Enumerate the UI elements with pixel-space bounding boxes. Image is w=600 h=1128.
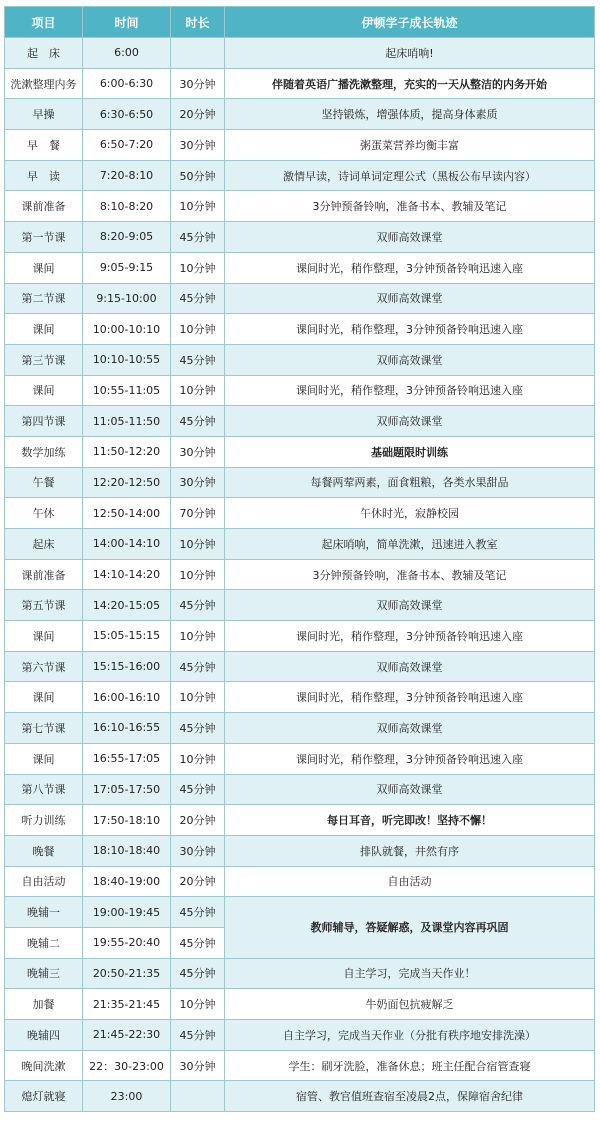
cell-time: 10:10-10:55: [83, 344, 171, 375]
cell-content: 双师高效课堂: [225, 713, 595, 744]
cell-content: 自主学习，完成当天作业！: [225, 958, 595, 989]
header-item: 项目: [5, 7, 83, 38]
cell-content: 课间时光，稍作整理，3分钟预备铃响迅速入座: [225, 743, 595, 774]
cell-item: 第二节课: [5, 283, 83, 314]
cell-item: 数学加练: [5, 436, 83, 467]
cell-item: 课间: [5, 314, 83, 345]
header-content: 伊顿学子成长轨迹: [225, 7, 595, 38]
table-row: [5, 498, 595, 529]
table-row: [5, 38, 595, 69]
cell-item: 早操: [5, 99, 83, 130]
cell-item: 课间: [5, 252, 83, 283]
cell-duration: 45分钟: [171, 590, 225, 621]
cell-duration: 30分钟: [171, 835, 225, 866]
cell-time: 17:05-17:50: [83, 774, 171, 805]
cell-duration: 70分钟: [171, 498, 225, 529]
cell-time: 10:55-11:05: [83, 375, 171, 406]
cell-duration: 45分钟: [171, 927, 225, 958]
cell-time: 7:20-8:10: [83, 160, 171, 191]
cell-item: 早 读: [5, 160, 83, 191]
cell-item: 第七节课: [5, 713, 83, 744]
cell-duration: 30分钟: [171, 68, 225, 99]
cell-time: 6:50-7:20: [83, 130, 171, 161]
cell-duration: 10分钟: [171, 529, 225, 560]
cell-content: 每日耳音，听完即改！坚持不懈！: [225, 805, 595, 836]
cell-content: 坚持锻炼，增强体质，提高身体素质: [225, 99, 595, 130]
cell-item: 晚辅一: [5, 897, 83, 928]
cell-time: 14:00-14:10: [83, 529, 171, 560]
cell-duration: 30分钟: [171, 1050, 225, 1081]
cell-time: 11:05-11:50: [83, 406, 171, 437]
table-row: [5, 559, 595, 590]
cell-content: 3分钟预备铃响，准备书本、教辅及笔记: [225, 559, 595, 590]
table-row: [5, 713, 595, 744]
table-row: [5, 682, 595, 713]
table-row: [5, 467, 595, 498]
table-row: [5, 897, 595, 928]
cell-time: 6:00: [83, 38, 171, 69]
cell-item: 起床: [5, 529, 83, 560]
cell-item: 熄灯就寝: [5, 1081, 83, 1112]
table-row: [5, 989, 595, 1020]
cell-content: 课间时光，稍作整理，3分钟预备铃响迅速入座: [225, 621, 595, 652]
cell-content: 宿管、教官值班查宿至凌晨2点，保障宿舍纪律: [225, 1081, 595, 1112]
table-row: [5, 1050, 595, 1081]
table-row: [5, 743, 595, 774]
table-row: [5, 314, 595, 345]
cell-content: 自主学习，完成当天作业（分批有秩序地安排洗澡）: [225, 1020, 595, 1051]
cell-content: 双师高效课堂: [225, 283, 595, 314]
cell-time: 21:45-22:30: [83, 1020, 171, 1051]
cell-content: 伴随着英语广播洗漱整理，充实的一天从整洁的内务开始: [225, 68, 595, 99]
cell-duration: 45分钟: [171, 958, 225, 989]
cell-time: 14:10-14:20: [83, 559, 171, 590]
cell-duration: 10分钟: [171, 743, 225, 774]
cell-item: 课间: [5, 743, 83, 774]
cell-content: 每餐两荤两素，面食粗粮，各类水果甜品: [225, 467, 595, 498]
cell-item: 课间: [5, 375, 83, 406]
table-row: [5, 621, 595, 652]
cell-item: 晚辅三: [5, 958, 83, 989]
cell-duration: 45分钟: [171, 222, 225, 253]
cell-time: 22：30-23:00: [83, 1050, 171, 1081]
table-row: [5, 344, 595, 375]
cell-content: 教师辅导，答疑解惑，及课堂内容再巩固: [225, 897, 595, 958]
cell-duration: 10分钟: [171, 559, 225, 590]
cell-item: 第八节课: [5, 774, 83, 805]
cell-content: 基础题限时训练: [225, 436, 595, 467]
cell-time: 14:20-15:05: [83, 590, 171, 621]
cell-item: 午休: [5, 498, 83, 529]
cell-time: 8:20-9:05: [83, 222, 171, 253]
cell-item: 课前准备: [5, 559, 83, 590]
cell-time: 6:00-6:30: [83, 68, 171, 99]
cell-time: 16:10-16:55: [83, 713, 171, 744]
cell-content: 牛奶面包抗疲解乏: [225, 989, 595, 1020]
cell-time: 6:30-6:50: [83, 99, 171, 130]
table-row: [5, 375, 595, 406]
cell-content: 3分钟预备铃响，准备书本、教辅及笔记: [225, 191, 595, 222]
cell-duration: 10分钟: [171, 252, 225, 283]
cell-time: 9:05-9:15: [83, 252, 171, 283]
cell-duration: 45分钟: [171, 283, 225, 314]
cell-content: 午休时光，寂静校园: [225, 498, 595, 529]
cell-content: 双师高效课堂: [225, 344, 595, 375]
cell-time: 20:50-21:35: [83, 958, 171, 989]
cell-time: 15:15-16:00: [83, 651, 171, 682]
cell-item: 起 床: [5, 38, 83, 69]
table-row: [5, 529, 595, 560]
cell-content: 双师高效课堂: [225, 774, 595, 805]
schedule-table: [4, 6, 595, 1112]
table-row: [5, 774, 595, 805]
table-row: [5, 283, 595, 314]
cell-content: 课间时光，稍作整理，3分钟预备铃响迅速入座: [225, 252, 595, 283]
table-row: [5, 130, 595, 161]
cell-duration: 30分钟: [171, 436, 225, 467]
table-row: [5, 1081, 595, 1112]
cell-item: 第四节课: [5, 406, 83, 437]
cell-content: 排队就餐，井然有序: [225, 835, 595, 866]
header-time: 时间: [83, 7, 171, 38]
cell-content: 自由活动: [225, 866, 595, 897]
cell-item: 午餐: [5, 467, 83, 498]
table-row: [5, 1020, 595, 1051]
cell-content: 激情早读，诗词单词定理公式（黑板公布早读内容）: [225, 160, 595, 191]
cell-duration: 30分钟: [171, 467, 225, 498]
cell-item: 晚餐: [5, 835, 83, 866]
cell-duration: 45分钟: [171, 713, 225, 744]
cell-duration: 45分钟: [171, 897, 225, 928]
cell-content: 双师高效课堂: [225, 222, 595, 253]
cell-item: 自由活动: [5, 866, 83, 897]
cell-item: 第五节课: [5, 590, 83, 621]
cell-time: 10:00-10:10: [83, 314, 171, 345]
table-row: [5, 191, 595, 222]
cell-duration: 45分钟: [171, 406, 225, 437]
table-row: [5, 805, 595, 836]
cell-duration: 45分钟: [171, 651, 225, 682]
table-header-row: [5, 7, 595, 38]
cell-content: 粥蛋菜营养均衡丰富: [225, 130, 595, 161]
cell-duration: 20分钟: [171, 99, 225, 130]
cell-time: 16:00-16:10: [83, 682, 171, 713]
cell-time: 12:20-12:50: [83, 467, 171, 498]
cell-item: 洗漱整理内务: [5, 68, 83, 99]
cell-duration: 45分钟: [171, 344, 225, 375]
cell-time: 21:35-21:45: [83, 989, 171, 1020]
cell-duration: [171, 38, 225, 69]
cell-duration: 45分钟: [171, 774, 225, 805]
cell-content: 双师高效课堂: [225, 651, 595, 682]
table-row: [5, 866, 595, 897]
cell-time: 18:10-18:40: [83, 835, 171, 866]
cell-content: 课间时光，稍作整理，3分钟预备铃响迅速入座: [225, 375, 595, 406]
cell-content: 课间时光，稍作整理，3分钟预备铃响迅速入座: [225, 314, 595, 345]
table-row: [5, 99, 595, 130]
cell-content: 学生：刷牙洗脸，准备休息；班主任配合宿管查寝: [225, 1050, 595, 1081]
cell-content: 起床哨响，简单洗漱，迅速进入教室: [225, 529, 595, 560]
cell-item: 课间: [5, 682, 83, 713]
cell-time: 19:55-20:40: [83, 927, 171, 958]
cell-content: 双师高效课堂: [225, 590, 595, 621]
table-row: [5, 68, 595, 99]
cell-time: 18:40-19:00: [83, 866, 171, 897]
cell-duration: 10分钟: [171, 682, 225, 713]
cell-time: 16:55-17:05: [83, 743, 171, 774]
table-row: [5, 222, 595, 253]
cell-content: 课间时光，稍作整理，3分钟预备铃响迅速入座: [225, 682, 595, 713]
cell-time: 19:00-19:45: [83, 897, 171, 928]
cell-duration: [171, 1081, 225, 1112]
cell-time: 17:50-18:10: [83, 805, 171, 836]
cell-duration: 30分钟: [171, 130, 225, 161]
cell-duration: 50分钟: [171, 160, 225, 191]
cell-item: 晚辅二: [5, 927, 83, 958]
cell-duration: 20分钟: [171, 866, 225, 897]
cell-duration: 10分钟: [171, 314, 225, 345]
cell-item: 课间: [5, 621, 83, 652]
cell-item: 晚间洗漱: [5, 1050, 83, 1081]
table-row: [5, 651, 595, 682]
cell-duration: 10分钟: [171, 989, 225, 1020]
cell-time: 9:15-10:00: [83, 283, 171, 314]
cell-item: 第一节课: [5, 222, 83, 253]
cell-duration: 10分钟: [171, 191, 225, 222]
cell-item: 早 餐: [5, 130, 83, 161]
cell-duration: 45分钟: [171, 1020, 225, 1051]
table-row: [5, 406, 595, 437]
cell-time: 11:50-12:20: [83, 436, 171, 467]
header-duration: 时长: [171, 7, 225, 38]
cell-time: 12:50-14:00: [83, 498, 171, 529]
table-row: [5, 160, 595, 191]
table-row: [5, 590, 595, 621]
cell-duration: 10分钟: [171, 375, 225, 406]
cell-duration: 10分钟: [171, 621, 225, 652]
cell-time: 15:05-15:15: [83, 621, 171, 652]
cell-time: 8:10-8:20: [83, 191, 171, 222]
cell-item: 课前准备: [5, 191, 83, 222]
table-row: [5, 835, 595, 866]
cell-item: 晚辅四: [5, 1020, 83, 1051]
cell-item: 听力训练: [5, 805, 83, 836]
cell-item: 加餐: [5, 989, 83, 1020]
table-row: [5, 252, 595, 283]
cell-item: 第六节课: [5, 651, 83, 682]
cell-item: 第三节课: [5, 344, 83, 375]
table-row: [5, 958, 595, 989]
table-row: [5, 436, 595, 467]
cell-duration: 20分钟: [171, 805, 225, 836]
cell-content: 起床哨响!: [225, 38, 595, 69]
cell-time: 23:00: [83, 1081, 171, 1112]
cell-content: 双师高效课堂: [225, 406, 595, 437]
